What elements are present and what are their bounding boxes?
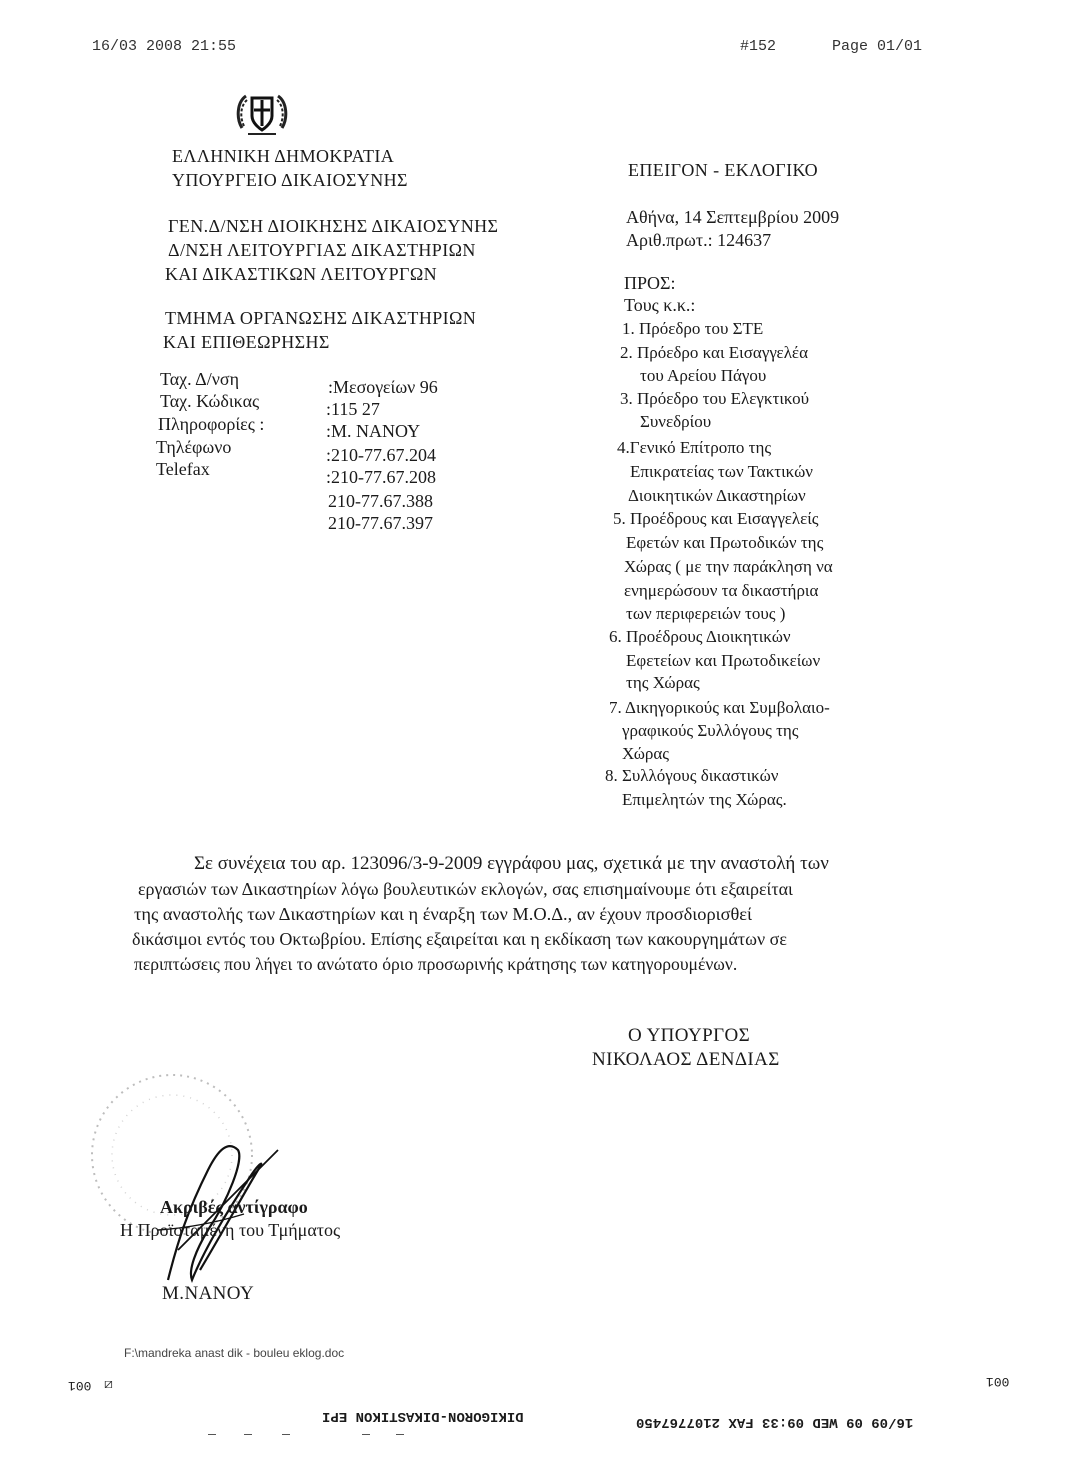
recipient-line: της Χώρας xyxy=(626,673,700,692)
contact-value-phone: :210-77.67.204 xyxy=(326,445,436,465)
fax-number: #152 xyxy=(740,38,777,55)
republic-heading: ΕΛΛΗΝΙΚΗ ΔΗΜΟΚΡΑΤΙΑ xyxy=(172,146,395,166)
recipient-line: 2. Πρόεδρο και Εισαγγελέα xyxy=(620,343,808,362)
fax-page: Page 01/01 xyxy=(832,38,923,55)
recipient-line: Χώρας xyxy=(622,744,670,763)
contact-label-info: Πληροφορίες : xyxy=(158,414,265,434)
contact-value-fax: :210-77.67.208 xyxy=(326,467,436,487)
recipient-line: 7. Δικηγορικούς και Συμβολαιο- xyxy=(609,698,830,717)
recipient-line: Επιμελητών της Χώρας. xyxy=(622,790,787,809)
contact-label-phone: Τηλέφωνο xyxy=(156,437,232,457)
contact-label-address: Ταχ. Δ/νση xyxy=(160,369,240,389)
fax-footer-right: 16/09 09 WED 09:33 FAX 2107767450 xyxy=(636,1414,914,1430)
signatory-name: ΝΙΚΟΛΑΟΣ ΔΕΝΔΙΑΣ xyxy=(592,1049,780,1070)
contact-label-postcode: Ταχ. Κώδικας xyxy=(160,391,260,411)
recipient-line: Χώρας ( με την παράκληση να xyxy=(624,557,833,576)
recipient-line: 5. Προέδρους και Εισαγγελείς xyxy=(613,509,819,528)
protocol-number: Αριθ.πρωτ.: 124637 xyxy=(626,230,772,250)
contact-label-fax: Telefax xyxy=(156,459,210,479)
certification-name: Μ.ΝΑΝΟΥ xyxy=(162,1283,255,1304)
contact-value-address: :Μεσογείων 96 xyxy=(328,377,438,397)
body-line: Σε συνέχεια του αρ. 123096/3-9-2009 εγγράφου μας, σχετικά με την αναστολή των xyxy=(194,853,829,874)
recipient-line: των περιφερειών τους ) xyxy=(626,604,786,623)
recipient-line: 6. Προέδρους Διοικητικών xyxy=(609,627,791,646)
fax-footer-mark-icon: ⧄ xyxy=(104,1377,113,1392)
recipient-line: Επικρατείας των Τακτικών xyxy=(630,462,813,481)
file-path: F:\mandreka anast dik - bouleu eklog.doc xyxy=(124,1346,345,1360)
contact-value-postcode: :115 27 xyxy=(326,399,380,419)
recipient-line: του Αρείου Πάγου xyxy=(640,366,767,385)
recipient-line: ενημερώσουν τα δικαστήρια xyxy=(624,581,819,600)
ministry-heading: ΥΠΟΥΡΓΕΙΟ ΔΙΚΑΙΟΣΥΝΗΣ xyxy=(172,170,408,190)
fax-footer-center: DIKIGORON-DIKASTIKON EPI xyxy=(322,1408,524,1424)
body-line: δικάσιμοι εντός του Οκτωβρίου. Επίσης εξαιρείται και η εκδίκαση των κακουργημάτων σε xyxy=(132,929,787,949)
footer-dash xyxy=(244,1434,252,1435)
certification-true-copy: Ακριβές αντίγραφο xyxy=(160,1197,308,1217)
recipient-line: Συνεδρίου xyxy=(640,412,712,431)
footer-dash xyxy=(208,1434,216,1435)
recipient-line: 1. Πρόεδρο του ΣΤΕ xyxy=(622,319,764,338)
directorate-line: ΓΕΝ.Δ/ΝΣΗ ΔΙΟΙΚΗΣΗΣ ΔΙΚΑΙΟΣΥΝΗΣ xyxy=(168,216,499,236)
body-line: της αναστολής των Δικαστηρίων και η έναρξη των Μ.Ο.Δ., αν έχουν προσδιορισθεί xyxy=(134,904,752,924)
recipient-line: Εφετών και Πρωτοδικών της xyxy=(626,533,824,552)
fax-datetime: 16/03 2008 21:55 xyxy=(92,38,237,55)
signatory-title: Ο ΥΠΟΥΡΓΟΣ xyxy=(628,1025,751,1046)
recipient-line: 8. Συλλόγους δικαστικών xyxy=(605,766,779,785)
body-line: εργασιών των Δικαστηρίων λόγω βουλευτικών εκλογών, σας επισημαίνουμε ότι εξαιρείται xyxy=(138,879,793,899)
recipient-line: 4.Γενικό Επίτροπο της xyxy=(617,438,772,457)
recipient-line: 3. Πρόεδρο του Ελεγκτικού xyxy=(620,389,810,408)
contact-value-fax-extra: 210-77.67.388 xyxy=(328,491,433,511)
urgency-label: ΕΠΕΙΓΟΝ - ΕΚΛΟΓΙΚΟ xyxy=(628,160,819,180)
footer-dash xyxy=(362,1434,370,1435)
coat-of-arms-emblem xyxy=(234,88,290,140)
recipient-line: Διοικητικών Δικαστηρίων xyxy=(628,486,806,505)
fax-footer-right-small: 001 xyxy=(986,1374,1010,1389)
body-line: περιπτώσεις που λήγει το ανώτατο όριο προσωρινής κράτησης των κατηγορουμένων. xyxy=(134,954,738,974)
contact-value-fax-extra: 210-77.67.397 xyxy=(328,513,433,533)
footer-dash xyxy=(396,1434,404,1435)
recipient-line: γραφικούς Συλλόγους της xyxy=(622,721,799,740)
fax-footer-left: 001 xyxy=(68,1378,92,1393)
contact-value-info: :Μ. ΝΑΝΟΥ xyxy=(326,421,421,441)
directorate-line: Δ/ΝΣΗ ΛΕΙΤΟΥΡΓΙΑΣ ΔΙΚΑΣΤΗΡΙΩΝ xyxy=(168,240,476,260)
recipients-heading: ΠΡΟΣ: xyxy=(624,273,676,293)
footer-dash xyxy=(282,1434,290,1435)
certification-head-of-department: Η Προϊσταμένη του Τμήματος xyxy=(120,1220,341,1240)
department-line: ΤΜΗΜΑ ΟΡΓΑΝΩΣΗΣ ΔΙΚΑΣΤΗΡΙΩΝ xyxy=(165,308,477,328)
directorate-line: ΚΑΙ ΔΙΚΑΣΤΙΚΩΝ ΛΕΙΤΟΥΡΓΩΝ xyxy=(165,264,438,284)
recipient-line: Εφετείων και Πρωτοδικείων xyxy=(626,651,821,670)
department-line: ΚΑΙ ΕΠΙΘΕΩΡΗΣΗΣ xyxy=(163,332,330,352)
document-date: Αθήνα, 14 Σεπτεμβρίου 2009 xyxy=(626,207,840,227)
recipients-salutation: Τους κ.κ.: xyxy=(624,295,696,315)
